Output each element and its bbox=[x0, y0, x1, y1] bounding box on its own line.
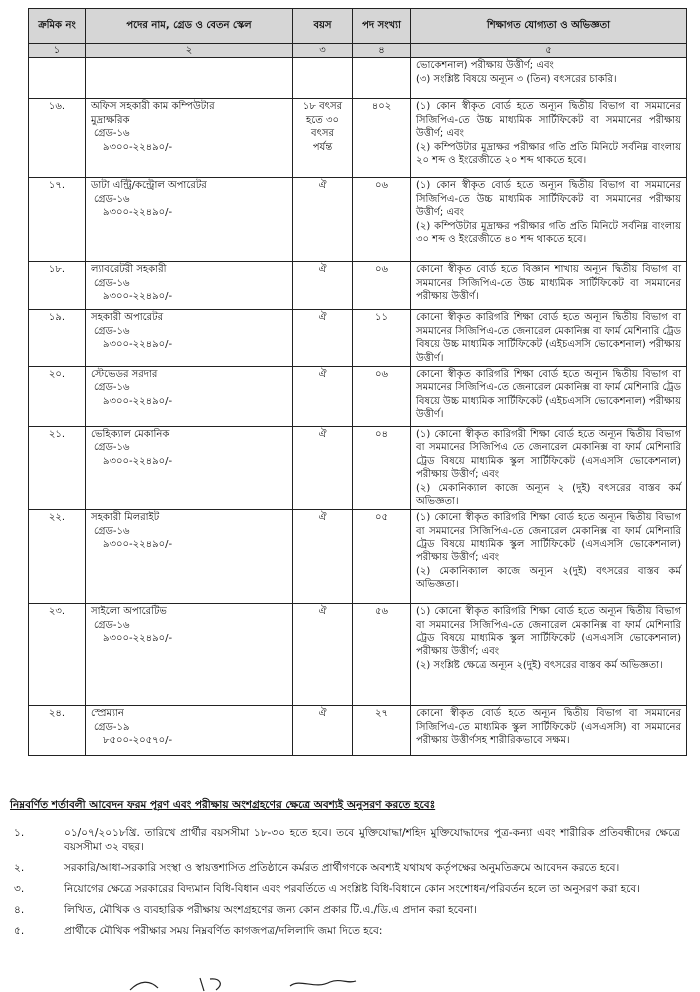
post-name: স্টেভেডর সরদার bbox=[91, 368, 158, 380]
qualification-cell bbox=[411, 426, 687, 509]
post-name: সাইলো অপারেটিভ bbox=[91, 606, 167, 618]
post-cell bbox=[86, 178, 293, 262]
serial-cell: ২৩. bbox=[29, 604, 86, 706]
continuation-text bbox=[411, 58, 687, 99]
grade: গ্রেড-১৬ bbox=[94, 442, 130, 454]
post-count-cell: ২৭ bbox=[353, 706, 411, 756]
column-number: ১ bbox=[29, 44, 86, 58]
table-header-row bbox=[29, 9, 687, 44]
post-cell bbox=[86, 99, 293, 178]
age-cell bbox=[293, 310, 353, 367]
condition-item bbox=[10, 861, 680, 875]
qualification-cell bbox=[411, 366, 687, 426]
age-cell bbox=[293, 366, 353, 426]
qualification-line: কোনো স্বীকৃত বোর্ড হতে অন্যূন দ্বিতীয় বিভাগ বা সমমানের সিজিপিএ-তে মাধ্যমিক স্কুল সার্টিফিকেট (এসএসসি) বা সমমানের পরীক্ষায় উত্তীর্ণসহ শারীরিকভাবে সক্ষম। bbox=[416, 708, 681, 747]
condition-text: লিখিত, মৌখিক ও ব্যবহারিক পরীক্ষায় অংশগ্রহণের জন্য কোন প্রকার টি.এ./ডি.এ প্রদান করা হবেনা। bbox=[64, 904, 477, 917]
serial-cell: ১৬. bbox=[29, 99, 86, 178]
conditions-heading: নিম্নবর্ণিত শর্তাবলী আবেদন ফরম পূরণ এবং পরীক্ষায় অংশগ্রহণের ক্ষেত্রে অবশ্যই অনুসরণ করতে হবেঃ bbox=[10, 799, 436, 811]
qualification-cell bbox=[411, 604, 687, 706]
qualification-cell bbox=[411, 262, 687, 310]
qualification-cell bbox=[411, 706, 687, 756]
qualification-line: (১) কোনো স্বীকৃত কারিগরি শিক্ষা বোর্ড হতে অন্যূন দ্বিতীয় বিভাগ বা সমমানের সিজিপিএ-তে জেনারেল মেকানিক্স বা ফার্ম মেশিনারি ট্রেড বিষয়ে মাধ্যমিক স্কুল সার্টিফিকেট (এসএসসি ভোকেশনাল) পরীক্ষায় উত্তীর্ণ; এবং bbox=[416, 606, 681, 658]
post-cell bbox=[86, 366, 293, 426]
post-name: অফিস সহকারী কাম কম্পিউটার bbox=[91, 101, 215, 113]
header-serial: ক্রমিক নং bbox=[29, 9, 86, 44]
age-cell bbox=[293, 426, 353, 509]
condition-number: ২. bbox=[14, 862, 25, 875]
recruitment-table bbox=[28, 8, 687, 756]
qualification-line: (২) সংশ্লিষ্ট ক্ষেত্রে অন্যূন ২(দুই) বৎসরের বাস্তব কর্ম অভিজ্ঞতা। bbox=[416, 659, 663, 671]
grade: গ্রেড-১৬ bbox=[94, 382, 130, 394]
qualification-line: (১) কোনো স্বীকৃত কারিগরী শিক্ষা বোর্ড হতে অন্যূন দ্বিতীয় বিভাগ বা সমমানের সিজিপিএ তে জেনারেল মেকানিক্স বা ফার্ম মেশিনারি ট্রেড বিষয়ে মাধ্যমিক স্কুল সার্টিফিকেট (এসএসসি ভোকেশনাল) পরীক্ষায় উত্তীর্ণ; এবং bbox=[416, 428, 681, 481]
qualification-cell bbox=[411, 178, 687, 262]
table-row bbox=[29, 426, 687, 509]
serial-cell: ২২. bbox=[29, 510, 86, 604]
post-cell bbox=[86, 604, 293, 706]
condition-item bbox=[10, 826, 680, 854]
condition-text: ০১/০৭/২০১৮খ্রি. তারিখে প্রার্থীর বয়সসীমা ১৮-৩০ হতে হবে। তবে মুক্তিযোদ্ধা/শহিদ মুক্তিযোদ্ধাদের পুত্র-কন্যা এবং শারীরিক প্রতিবন্ধীদের ক্ষেত্রে বয়সসীমা ৩২ বছর। bbox=[64, 827, 680, 854]
grade: গ্রেড-১৬ bbox=[94, 128, 130, 140]
age-cell bbox=[293, 706, 353, 756]
pay-scale: ৯৩০০-২২৪৯০/- bbox=[103, 141, 173, 153]
post-count-cell: ০৫ bbox=[353, 510, 411, 604]
qualification-line: কোনো স্বীকৃত কারিগরি শিক্ষা বোর্ড হতে অন্যূন দ্বিতীয় বিভাগ বা সমমানের সিজিপিএ-তে জেনারেল মেকানিক্স বা ফার্ম মেশিনারি ট্রেড বিষয়ে উচ্চ মাধ্যমিক সার্টিফিকেট (এইচএসসি ভোকেশনাল) পরীক্ষায় উত্তীর্ণ। bbox=[416, 368, 681, 421]
condition-item bbox=[10, 882, 680, 896]
age-line: ঐ bbox=[318, 606, 327, 618]
table-row bbox=[29, 366, 687, 426]
table-row bbox=[29, 178, 687, 262]
age-line: ১৮ বৎসর bbox=[302, 101, 343, 113]
qualification-line: (১) কোনো স্বীকৃত কারিগরি শিক্ষা বোর্ড হতে অন্যূন দ্বিতীয় বিভাগ বা সমমানের সিজিপিএ-তে জেনারেল মেকানিক্স বা ফার্ম মেশিনারি ট্রেড বিষয়ে মাধ্যমিক স্কুল সার্টিফিকেট (এসএসসি ভোকেশনাল) পরীক্ষায় উত্তীর্ণ; এবং bbox=[416, 512, 681, 564]
condition-text: প্রার্থীকে মৌখিক পরীক্ষার সময় নিম্নবর্ণিত কাগজপত্র/দলিলাদি জমা দিতে হবে: bbox=[64, 925, 383, 938]
pay-scale: ৯৩০০-২২৪৯০/- bbox=[103, 339, 173, 351]
serial-cell: ১৭. bbox=[29, 178, 86, 262]
pay-scale: ৯৩০০-২২৪৯০/- bbox=[103, 455, 173, 467]
condition-text: সরকারি/আধা-সরকারি সংস্থা ও স্বায়ত্তশাসিত প্রতিষ্ঠানে কর্মরত প্রার্থীগণকে অবশ্যই যথাযথ কর্তৃপক্ষের অনুমতিক্রমে আবেদন করতে হবে। bbox=[64, 862, 620, 875]
post-cell bbox=[86, 510, 293, 604]
continuation-line: (৩) সংশ্লিষ্ট বিষয়ে অন্যূন ৩ (তিন) বৎসরের চাকরি। bbox=[416, 73, 617, 85]
age-cell bbox=[293, 178, 353, 262]
grade: গ্রেড-১৬ bbox=[94, 619, 130, 631]
post-count-cell: ১১ bbox=[353, 310, 411, 367]
post-count-cell: ০৪ bbox=[353, 426, 411, 509]
post-name: সহকারী অপারেটর bbox=[91, 312, 164, 324]
pay-scale: ৯৩০০-২২৪৯০/- bbox=[103, 207, 173, 219]
age-line: ঐ bbox=[318, 708, 327, 720]
post-name: ল্যাবরেটরী সহকারী bbox=[91, 264, 167, 276]
age-cell bbox=[293, 604, 353, 706]
conditions-list bbox=[10, 826, 680, 945]
age-line: হতে ৩০ bbox=[306, 114, 339, 126]
column-number-row bbox=[29, 44, 687, 58]
post-name: ডাটা এন্ট্রি/কন্ট্রোল অপারেটর bbox=[91, 180, 207, 192]
table-row bbox=[29, 262, 687, 310]
header-age: বয়স bbox=[293, 9, 353, 44]
grade: গ্রেড-১৬ bbox=[94, 277, 130, 289]
post-cell bbox=[86, 310, 293, 367]
age-cell bbox=[293, 510, 353, 604]
serial-cell: ১৯. bbox=[29, 310, 86, 367]
age-line: ঐ bbox=[318, 264, 327, 276]
post-count-cell: ০৬ bbox=[353, 178, 411, 262]
post-name: মুদ্রাক্ষরিক bbox=[91, 114, 130, 126]
serial-cell: ২০. bbox=[29, 366, 86, 426]
condition-number: ৩. bbox=[14, 883, 25, 896]
column-number: ৫ bbox=[411, 44, 687, 58]
grade: গ্রেড-১৬ bbox=[94, 325, 130, 337]
header-count: পদ সংখ্যা bbox=[353, 9, 411, 44]
qualification-cell bbox=[411, 99, 687, 178]
qualification-line: (১) কোন স্বীকৃত বোর্ড হতে অন্যূন দ্বিতীয় বিভাগ বা সমমানের সিজিপিএ-তে উচ্চ মাধ্যমিক সার্টিফিকেট বা সমমানের পরীক্ষায় উত্তীর্ণ; এবং bbox=[416, 180, 681, 219]
table-row bbox=[29, 604, 687, 706]
grade: গ্রেড-১৬ bbox=[94, 525, 130, 537]
condition-number: ৫. bbox=[14, 925, 25, 938]
serial-cell: ২১. bbox=[29, 426, 86, 509]
column-number: ২ bbox=[86, 44, 293, 58]
post-count-cell: ০৬ bbox=[353, 366, 411, 426]
header-qualification: শিক্ষাগত যোগ্যতা ও অভিজ্ঞতা bbox=[411, 9, 687, 44]
condition-text: নিয়োগের ক্ষেত্রে সরকারের বিদ্যমান বিধি-বিধান এবং পরবর্তিতে এ সংশ্লিষ্ট বিধি-বিধানে কোন সংশোধন/পরিবর্তন হলে তা অনুসরণ করা হবে। bbox=[64, 883, 640, 896]
serial-cell: ২৪. bbox=[29, 706, 86, 756]
header-post: পদের নাম, গ্রেড ও বেতন স্কেল bbox=[86, 9, 293, 44]
column-number: ৪ bbox=[353, 44, 411, 58]
table-row bbox=[29, 99, 687, 178]
age-line: ঐ bbox=[318, 180, 327, 192]
condition-item bbox=[10, 903, 680, 917]
post-cell bbox=[86, 426, 293, 509]
continuation-row bbox=[29, 58, 687, 99]
grade: গ্রেড-১৬ bbox=[94, 193, 130, 205]
age-line: ঐ bbox=[318, 512, 327, 524]
qualification-line: কোনো স্বীকৃত কারিগরি শিক্ষা বোর্ড হতে অন্যূন দ্বিতীয় বিভাগ বা সমমানের সিজিপিএ-তে জেনারেল মেকানিক্স বা ফার্ম মেশিনারি ট্রেড বিষয়ে উচ্চ মাধ্যমিক সার্টিফিকেট (এইচএসসি ভোকেশনাল) পরীক্ষায় উত্তীর্ণ। bbox=[416, 312, 681, 364]
age-line: ঐ bbox=[318, 428, 327, 440]
condition-item bbox=[10, 924, 680, 938]
qualification-line: (১) কোন স্বীকৃত বোর্ড হতে অন্যূন দ্বিতীয় বিভাগ বা সমমানের সিজিপিএ-তে উচ্চ মাধ্যমিক সার্টিফিকেট বা সমমানের পরীক্ষায় উত্তীর্ণ; এবং bbox=[416, 101, 681, 140]
post-count-cell: ৪০২ bbox=[353, 99, 411, 178]
condition-number: ৪. bbox=[14, 904, 25, 917]
post-cell bbox=[86, 262, 293, 310]
pay-scale: ৮৫০০-২০৫৭০/- bbox=[103, 735, 173, 747]
pay-scale: ৯৩০০-২২৪৯০/- bbox=[103, 539, 173, 551]
pay-scale: ৯৩০০-২২৪৯০/- bbox=[103, 291, 173, 303]
table-row bbox=[29, 510, 687, 604]
qualification-line: (২) কম্পিউটার মুদ্রাক্ষর পরীক্ষার গতি প্রতি মিনিটে সর্বনিম্ন বাংলায় ৩০ শব্দ ও ইংরেজীতে ৪০ শব্দ থাকতে হবে। bbox=[416, 220, 681, 245]
age-line: ঐ bbox=[318, 312, 327, 324]
continuation-line: ভোকেশনাল) পরীক্ষায় উত্তীর্ণ; এবং bbox=[416, 60, 554, 72]
post-count-cell: ০৬ bbox=[353, 262, 411, 310]
age-line: ঐ bbox=[318, 368, 327, 380]
age-line: বৎসর bbox=[310, 128, 335, 140]
signature-scribble bbox=[120, 976, 360, 992]
qualification-line: (২) মেকানিক্যাল কাজে অন্যূন ২ (দুই) বৎসরের বাস্তব কর্ম অভিজ্ঞতা। bbox=[416, 482, 681, 507]
post-name: সহকারী মিলরাইট bbox=[91, 512, 160, 524]
serial-cell: ১৮. bbox=[29, 262, 86, 310]
post-name: ভেহিক্যাল মেকানিক bbox=[91, 428, 170, 440]
post-name: স্প্রেম্যান bbox=[91, 708, 124, 720]
pay-scale: ৯৩০০-২২৪৯০/- bbox=[103, 395, 173, 407]
column-number: ৩ bbox=[293, 44, 353, 58]
qualification-line: কোনো স্বীকৃত বোর্ড হতে বিজ্ঞান শাখায় অন্যূন দ্বিতীয় বিভাগ বা সমমানের সিজিপিএ-তে উচ্চ মাধ্যমিক সার্টিফিকেট বা সমমানের পরীক্ষায় উত্তীর্ণ। bbox=[416, 264, 681, 303]
age-cell bbox=[293, 262, 353, 310]
qualification-cell bbox=[411, 310, 687, 367]
post-count-cell: ৫৬ bbox=[353, 604, 411, 706]
qualification-line: (২) মেকানিক্যাল কাজে অন্যূন ২(দুই) বৎসরের বাস্তব কর্ম অভিজ্ঞতা। bbox=[416, 565, 681, 591]
table-row bbox=[29, 310, 687, 367]
age-line: পর্যন্ত bbox=[312, 141, 333, 153]
table-row bbox=[29, 706, 687, 756]
qualification-cell bbox=[411, 510, 687, 604]
post-cell bbox=[86, 706, 293, 756]
grade: গ্রেড-১৯ bbox=[94, 721, 130, 733]
qualification-line: (২) কম্পিউটার মুদ্রাক্ষর পরীক্ষার গতি প্রতি মিনিটে সর্বনিম্ন বাংলায় ২০ শব্দ ও ইংরেজীতে ২০ শব্দ থাকতে হবে। bbox=[416, 141, 681, 166]
condition-number: ১. bbox=[14, 827, 25, 839]
age-cell bbox=[293, 99, 353, 178]
pay-scale: ৯৩০০-২২৪৯০/- bbox=[103, 633, 173, 645]
